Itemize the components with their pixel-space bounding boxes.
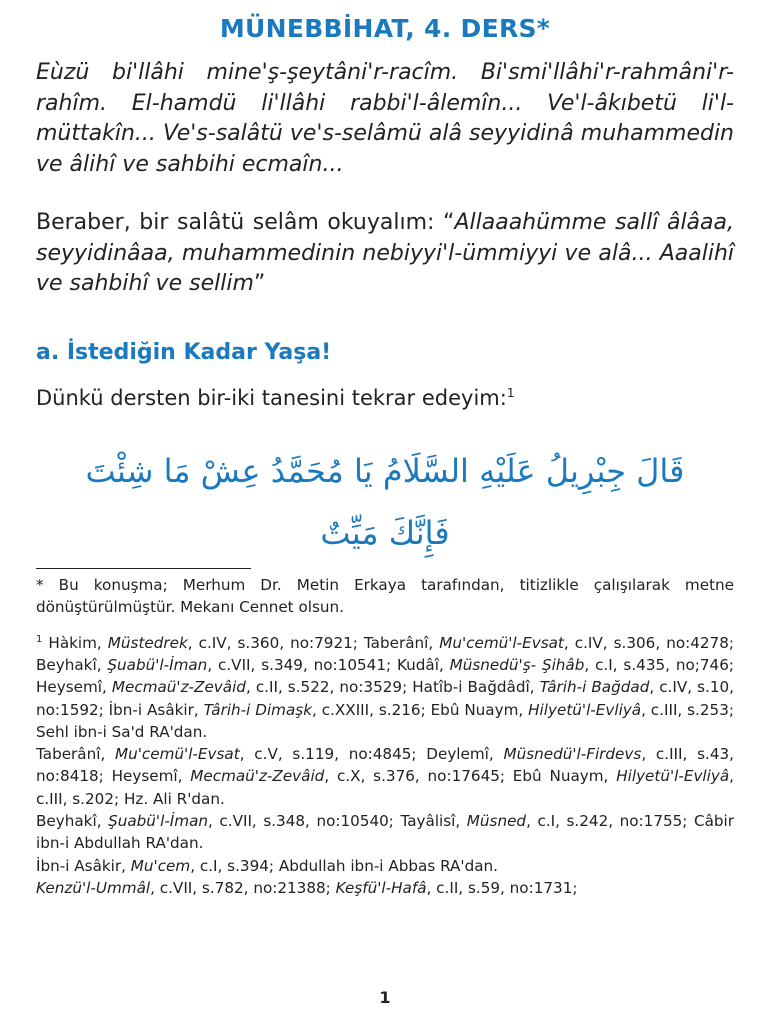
citation-text: , c.IV, s.360, no:7921; Taberânî, — [187, 633, 440, 652]
citation-title: Şuabü'l-İman — [108, 812, 209, 831]
citation-text: Beyhakî, — [36, 812, 109, 831]
footnote-1-para-5 — [36, 877, 734, 899]
citation-text: , c.VII, s.348, no:10540; Tayâlisî, — [208, 812, 467, 831]
citation-text: , c.II, s.59, no:1731; — [426, 878, 578, 897]
intro-sentence — [36, 386, 514, 410]
citation-text: İbn-i Asâkir, — [36, 856, 131, 875]
citation-title: Keşfü'l-Hafâ — [335, 878, 427, 897]
citation-text: , c.VII, s.349, no:10541; Kudâî, — [207, 655, 450, 674]
footnote-1-para-2 — [36, 743, 734, 810]
salavat-close-quote: ” — [253, 271, 266, 296]
salavat-lead: Beraber, bir salâtü selâm okuyalım: “ — [36, 210, 455, 235]
citation-text: , c.III, s.43, no:8418; Heysemî, — [36, 745, 734, 786]
opening-invocation: Eùzü bi'llâhi mine'ş-şeytâni'r-racîm. Bi'smi'llâhi'r-rahmâni'r-rahîm. El-hamdü li'llâhi rabbi'l-âlemîn... Ve'l-âkıbetü li'l-müttakîn... Ve's-salâtü ve's-selâmü alâ seyyidinâ muhammedin ve âlihî ve sahbihi ecmaîn... — [36, 60, 734, 177]
arabic-line-2: فَإِنَّكَ مَيِّتٌ — [320, 514, 450, 552]
citation-text: , c.IV, s.10, no:1592; İbn-i Asâkir, — [36, 678, 734, 719]
citation-title: Hilyetü'l-Evliyâ — [616, 767, 730, 786]
citation-text: , c.X, s.376, no:17645; Ebû Nuaym, — [324, 767, 617, 786]
citation-title: Hilyetü'l-Evliyâ — [528, 700, 642, 719]
salavat-paragraph — [36, 208, 734, 300]
citation-title: Târih-i Bağdad — [539, 678, 650, 697]
citation-title: Mecmaü'z-Zevâid — [111, 678, 246, 697]
citation-title: Mecmaü'z-Zevâid — [190, 767, 325, 786]
page-number: 1 — [379, 988, 391, 1007]
arabic-hadith — [36, 440, 734, 564]
citation-text: , c.I, s.394; Abdullah ibn-i Abbas RA'dan. — [190, 856, 498, 875]
document-page — [36, 0, 734, 1024]
salavat-prayer: Allaaahümme sallî âlâaa, seyyidinâaa, muhammedinin nebiyyi'l-ümmiyyi ve alâ... Aaalihî ve sahbihî ve sellim — [36, 210, 734, 296]
citation-title: Târih-i Dimaşk — [203, 700, 312, 719]
arabic-line-1: قَالَ جِبْرِيلُ عَلَيْهِ السَّلَامُ يَا مُحَمَّدُ عِشْ مَا شِئْتَ — [85, 452, 685, 490]
citation-title: Müsnedü'ş- Şihâb — [449, 655, 585, 674]
footnote-separator — [36, 568, 251, 569]
citation-title: Mu'cemü'l-Evsat — [439, 633, 564, 652]
citation-title: Şuabü'l-İman — [107, 655, 208, 674]
citation-title: Mu'cemü'l-Evsat — [115, 745, 240, 764]
citation-text: Hàkim, — [42, 633, 108, 652]
footnote-1-para-3 — [36, 810, 734, 855]
citation-title: Kenzü'l-Ummâl — [36, 878, 151, 897]
citation-text: , c.I, s.242, no:1755; Câbir ibn-i Abdullah RA'dan. — [36, 812, 734, 853]
citation-text: , c.V, s.119, no:4845; Deylemî, — [239, 745, 504, 764]
lesson-title: MÜNEBBİHAT, 4. DERS* — [219, 14, 551, 43]
citation-title: Mu'cem — [130, 856, 191, 875]
citation-title: Müsnedü'l-Firdevs — [503, 745, 642, 764]
intro-text: Dünkü dersten bir-iki tanesini tekrar edeyim: — [36, 386, 507, 410]
citation-text: , c.III, s.253; Sehl ibn-i Sa'd RA'dan. — [36, 700, 734, 741]
citation-title: Müstedrek — [107, 633, 188, 652]
footnote-1-para-1 — [36, 629, 734, 744]
citation-text: , c.II, s.522, no:3529; Hatîb-i Bağdâdî, — [245, 678, 540, 697]
footnote-star: * Bu konuşma; Merhum Dr. Metin Erkaya tarafından, titizlikle çalışılarak metne dönüştürülmüştür. Mekanı Cennet olsun. — [36, 576, 734, 617]
citation-text: , c.I, s.435, no;746; Heysemî, — [36, 655, 734, 697]
footnote-ref-1: 1 — [506, 386, 515, 400]
citation-text: , c.XXIII, s.216; Ebû Nuaym, — [312, 700, 529, 719]
footnote-runs — [36, 634, 734, 741]
citation-text: , c.III, s.202; Hz. Ali R'dan. — [36, 767, 734, 808]
footnote-1-mark: 1 — [36, 633, 43, 645]
footnotes — [36, 574, 734, 899]
section-heading: a. İstediğin Kadar Yaşa! — [36, 340, 332, 365]
citation-text: , c.IV, s.306, no:4278; Beyhakî, — [36, 633, 734, 674]
footnote-1-para-4 — [36, 855, 734, 877]
citation-text: , c.VII, s.782, no:21388; — [150, 878, 336, 897]
citation-title: Müsned — [466, 812, 527, 831]
citation-text: Taberânî, — [36, 745, 116, 764]
